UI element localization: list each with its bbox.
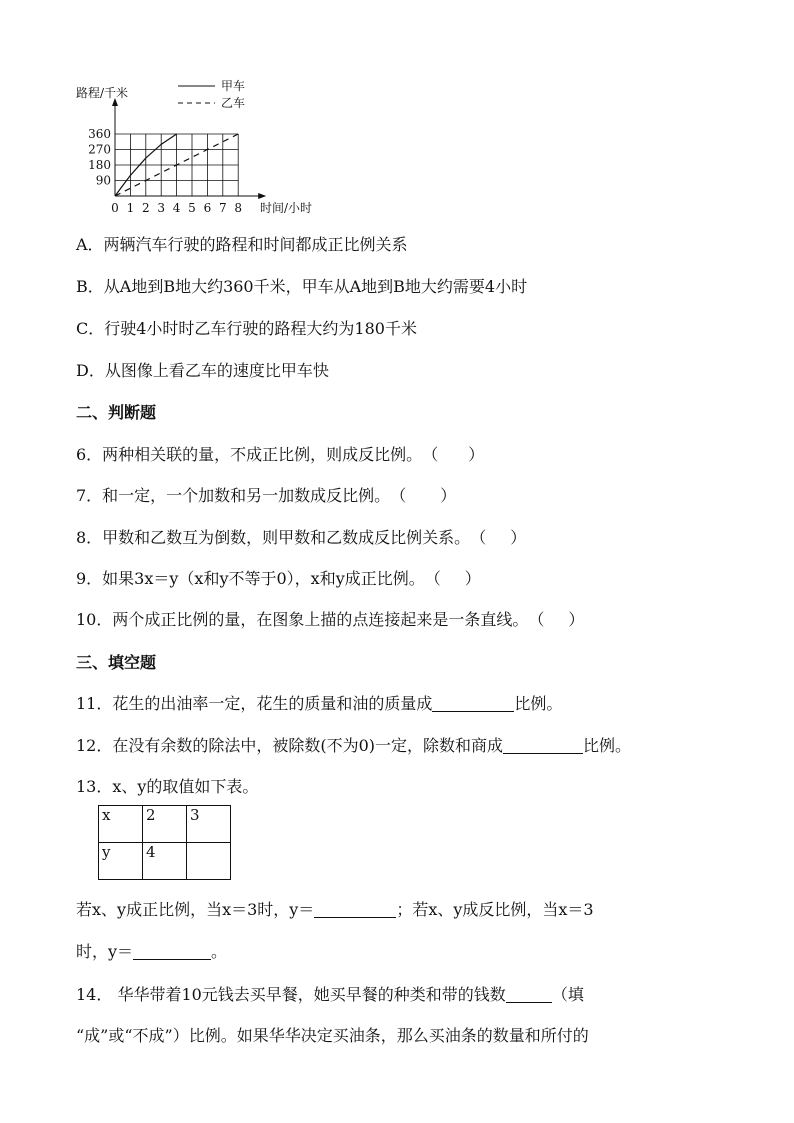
x-axis-label: 时间/小时 xyxy=(260,201,313,215)
x-tick-label: 6 xyxy=(203,201,212,215)
xy-value-table xyxy=(98,805,231,880)
x-tick-label: 5 xyxy=(188,201,196,215)
x-tick-label: 4 xyxy=(172,201,181,215)
y-tick-label: 270 xyxy=(88,142,111,157)
question-11: 11．花生的出油率一定，花生的质量和油的质量成 比例。 xyxy=(76,694,563,713)
option-d: D．从图像上看乙车的速度比甲车快 xyxy=(76,361,329,380)
question-8: 8．甲数和乙数互为倒数，则甲数和乙数成反比例关系。（ ） xyxy=(76,528,527,547)
x-tick-label: 3 xyxy=(157,201,166,215)
y-tick-label: 90 xyxy=(95,173,111,188)
table-cell: 4 xyxy=(143,843,187,880)
x-axis-arrow xyxy=(258,193,266,199)
table-cell: y xyxy=(99,843,143,880)
x-tick-label: 8 xyxy=(234,201,243,215)
question-14-line-1: 14． 华华带着10元钱去买早餐，她买早餐的种类和带的钱数 （填 xyxy=(76,985,584,1004)
x-tick-label: 1 xyxy=(126,201,135,215)
question-13-line-1: 若x、y成正比例，当x＝3时，y＝ ；若x、y成反比例，当x＝3 xyxy=(76,900,594,919)
question-6: 6．两种相关联的量，不成正比例，则成反比例。（ ） xyxy=(76,445,485,464)
option-c: C．行驶4小时时乙车行驶的路程大约为180千米 xyxy=(76,319,417,338)
y-tick-label: 360 xyxy=(88,127,111,141)
table-row xyxy=(99,843,231,880)
q14-blank[interactable] xyxy=(506,986,552,1003)
question-13: 13．x、y的取值如下表。 xyxy=(76,777,259,796)
x-tick-label: 7 xyxy=(218,201,227,215)
table-cell: 2 xyxy=(143,806,187,843)
q13-blank-inverse[interactable] xyxy=(133,943,211,960)
table-row xyxy=(99,806,231,843)
question-7: 7．和一定，一个加数和另一加数成反比例。（ ） xyxy=(76,486,457,505)
legend-series-2: 乙车 xyxy=(221,96,246,110)
option-a: A．两辆汽车行驶的路程和时间都成正比例关系 xyxy=(76,235,408,254)
question-9: 9．如果3x＝y（x和y不等于0），x和y成正比例。（ ） xyxy=(76,569,481,588)
section-heading-judgement: 二、判断题 xyxy=(76,403,157,422)
distance-time-chart xyxy=(70,78,340,220)
legend-series-1: 甲车 xyxy=(221,79,246,93)
section-heading-fill-blank: 三、填空题 xyxy=(76,653,157,672)
y-axis-label: 路程/千米 xyxy=(76,86,129,100)
table-cell: 3 xyxy=(187,806,231,843)
q13-blank-direct[interactable] xyxy=(314,901,396,918)
y-tick-label: 180 xyxy=(88,158,111,172)
x-tick-label: 0 xyxy=(111,201,119,215)
chart-axes xyxy=(112,98,266,199)
question-13-line-2: 时，y＝ 。 xyxy=(76,942,228,961)
x-tick-label: 2 xyxy=(141,201,150,215)
q11-blank[interactable] xyxy=(432,695,514,712)
table-cell: x xyxy=(99,806,143,843)
question-14-line-2: “成”或“不成”）比例。如果华华决定买油条，那么买油条的数量和所付的 xyxy=(76,1026,589,1045)
question-12: 12．在没有余数的除法中，被除数(不为0)一定，除数和商成 比例。 xyxy=(76,736,632,755)
question-10: 10．两个成正比例的量，在图象上描的点连接起来是一条直线。（ ） xyxy=(76,610,585,629)
q12-blank[interactable] xyxy=(503,737,583,754)
table-cell xyxy=(187,843,231,880)
option-b: B．从A地到B地大约360千米，甲车从A地到B地大约需要4小时 xyxy=(76,277,528,296)
